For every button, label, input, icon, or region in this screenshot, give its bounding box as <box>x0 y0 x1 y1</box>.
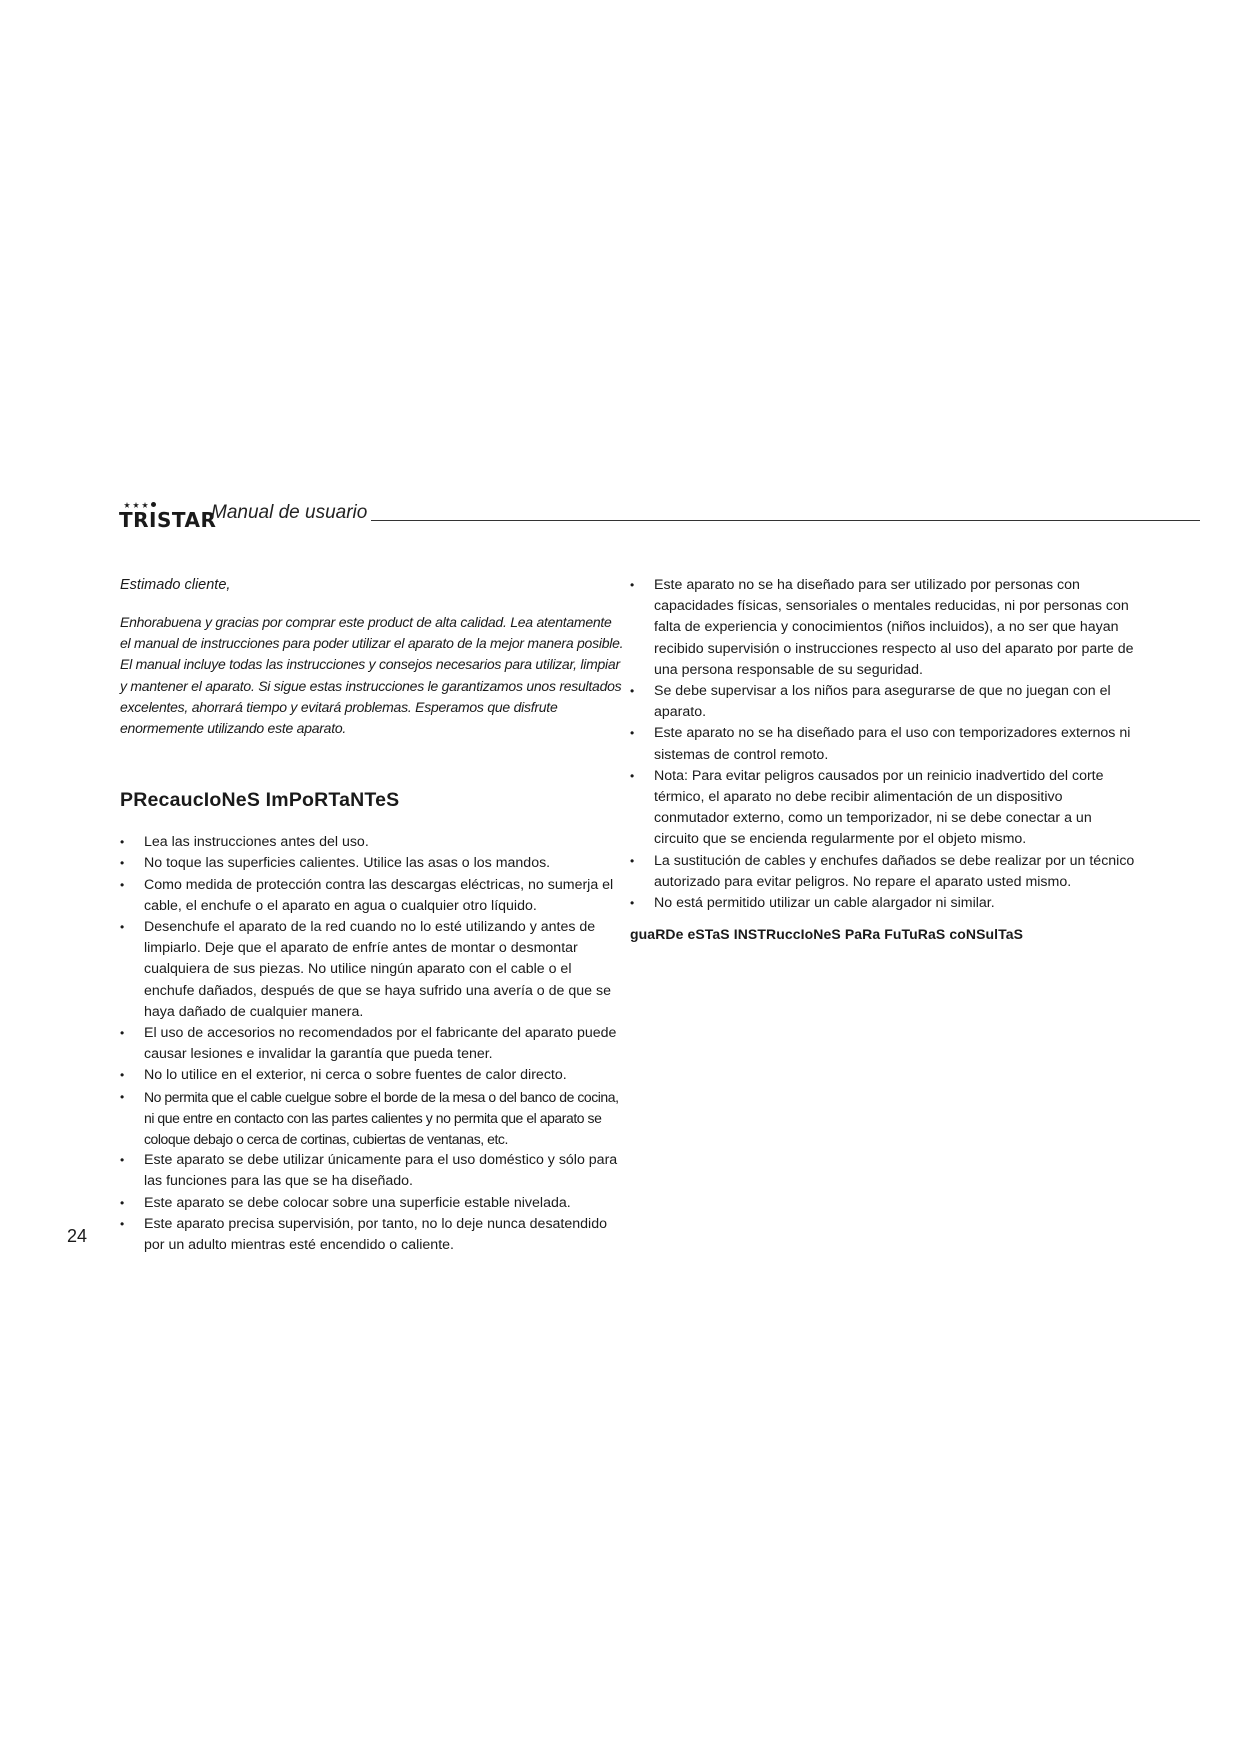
brand-name: TRISTAR <box>119 508 217 532</box>
list-item: • Este aparato no se ha diseñado para el uso con temporizadores externos ni sistemas de control remoto. <box>630 723 1140 765</box>
right-column <box>630 575 1140 942</box>
list-item: • Nota: Para evitar peligros causados por un reinicio inadvertido del corte térmico, el aparato no debe recibir alimentación de un dispositivo conmutador externo, como un temporizador, ni se debe conectar a un circuito que se encienda regularmente por el objeto mismo. <box>630 766 1140 851</box>
precautions-list-right <box>630 575 1140 914</box>
list-item: • No permita que el cable cuelgue sobre el borde de la mesa o del banco de cocina, ni que entre en contacto con las partes calientes y no permita que el aparato se coloque debajo o cerca de cortinas, cubiertas de ventanas, etc. <box>120 1087 625 1151</box>
salutation: Estimado cliente, <box>120 577 231 593</box>
list-item: • Se debe supervisar a los niños para asegurarse de que no juegan con el aparato. <box>630 681 1140 723</box>
list-item: • La sustitución de cables y enchufes dañados se debe realizar por un técnico autorizado para evitar peligros. No repare el aparato usted mismo. <box>630 851 1140 893</box>
list-item: • No lo utilice en el exterior, ni cerca o sobre fuentes de calor directo. <box>120 1065 625 1086</box>
list-item: • Lea las instrucciones antes del uso. <box>120 832 625 853</box>
section-title: PRecaucIoNeS ImPoRTaNTeS <box>120 789 400 812</box>
list-item: • El uso de accesorios no recomendados por el fabricante del aparato puede causar lesiones e invalidar la garantía que pueda tener. <box>120 1023 625 1065</box>
manual-title: Manual de usuario <box>211 502 368 523</box>
list-item: • No toque las superficies calientes. Utilice las asas o los mandos. <box>120 853 625 874</box>
left-column <box>120 575 625 1256</box>
precautions-list-left <box>120 832 625 1256</box>
list-item: • No está permitido utilizar un cable alargador ni similar. <box>630 893 1140 914</box>
page-number: 24 <box>67 1226 88 1246</box>
list-item: • Este aparato no se ha diseñado para ser utilizado por personas con capacidades físicas, sensoriales o mentales reducidas, ni por personas con falta de experiencia y conocimientos (niños incluidos), a no ser que hayan recibido supervisión o instrucciones respecto al uso del aparato por parte de una persona responsable de su seguridad. <box>630 575 1140 681</box>
list-item: • Este aparato se debe colocar sobre una superficie estable nivelada. <box>120 1193 625 1214</box>
header-rule <box>371 520 1200 521</box>
closing-note: guaRDe eSTaS INSTRuccIoNeS PaRa FuTuRaS coNSulTaS <box>630 926 1024 943</box>
page-header <box>119 496 1200 530</box>
list-item: • Este aparato se debe utilizar únicamente para el uso doméstico y sólo para las funciones para las que se ha diseñado. <box>120 1150 625 1192</box>
list-item: • Como medida de protección contra las descargas eléctricas, no sumerja el cable, el enchufe o el aparato en agua o cualquier otro líquido. <box>120 875 625 917</box>
list-item: • Desenchufe el aparato de la red cuando no lo esté utilizando y antes de limpiarlo. Deje que el aparato de enfríe antes de montar o desmontar cualquiera de sus piezas. No utilice ningún aparato con el cable o el enchufe dañados, después de que se haya sufrido una avería o de que se haya dañado de cualquier manera. <box>120 917 625 1023</box>
list-item: • Este aparato precisa supervisión, por tanto, no lo deje nunca desatendido por un adulto mientras esté encendido o caliente. <box>120 1214 625 1256</box>
intro-paragraph: Enhorabuena y gracias por comprar este product de alta calidad. Lea atentamente el manual de instrucciones para poder utilizar el aparato de la mejor manera posible. El manual incluye todas las instrucciones y consejos necesarios para utilizar, limpiar y mantener el aparato. Si sigue estas instrucciones le garantizamos unos resultados excelentes, ahorrará tiempo y evitará problemas. Esperamos que disfrute enormemente utilizando este aparato. <box>120 614 624 737</box>
